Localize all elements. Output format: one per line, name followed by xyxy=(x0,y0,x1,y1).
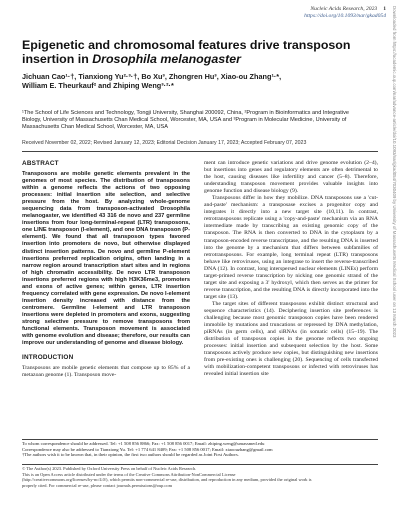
affiliations: ¹The School of Life Sciences and Technology, Tongji University, Shanghai 200092, China, ²Program in Bioinformatics and Integrative Biology, University of Massachusetts Chan Medical School, Worcester, MA, USA and ³Program in Molecular Medicine, University of Massachusetts Chan Medical School, Worcester, MA, USA xyxy=(22,110,350,131)
license-line-2: This is an Open Access article distributed under the terms of the Creative Commons Attribution-NonCommercial License xyxy=(22,471,236,477)
abstract-heading: ABSTRACT xyxy=(22,160,59,167)
received-dates: Received November 02, 2022; Revised January 12, 2023; Editorial Decision January 17, 2023; Accepted February 07, 2023 xyxy=(22,140,307,146)
right-column xyxy=(204,160,378,378)
license-line-4: properly cited. For commercial re-use, please contact journals.permissions@oup.com xyxy=(22,482,172,488)
journal-header xyxy=(304,6,386,20)
abstract-text: Transposons are mobile genetic elements prevalent in the genomes of most species. The distribution of transposons within a genome reflects the actions of two opposing processes: initial insertion site selection, and selective pressure from the host. By analyzing whole-genome sequencing data from transposon-activated Drosophila melanogaster, we identified 43 316 de novo and 237 germline insertions from four long-terminal-repeat (LTR) transposons, one LINE transposon (I-element), and one DNA transposon (P-element). We found that all transposon types favored insertion into promoters de novo, but otherwise displayed distinct insertion patterns. De novo and germline P-element insertions preferred replication origins, often landing in a narrow region around transcription start sites and in regions of high chromatin accessibility. De novo LTR transposon insertions preferred regions with high H3K36me3, promoters and exons of active genes; within genes, LTR insertion frequency correlated with gene expression. De novo I-element insertion density increased with distance from the centromere. Germline I-element and LTR transposon insertions were depleted in promoters and exons, suggesting strong selective pressure to remove transposons from functional elements. Transposon movement is associated with genome evolution and disease; therefore, our results can improve our understanding of genome and disease biology. xyxy=(22,171,190,347)
footnote-correspondence-1: To whom correspondence should be addressed. Tel: +1 508 856 8866; Fax: +1 508 856 0017; Email: zhiping.weng@umassmed.edu xyxy=(22,441,265,446)
journal-name: Nucleic Acids Research, 2023 xyxy=(310,6,378,12)
footnotes xyxy=(22,441,378,458)
license-line-1: © The Author(s) 2023. Published by Oxford University Press on behalf of Nucleic Acids Research. xyxy=(22,466,197,471)
license-line-3: (http://creativecommons.org/licenses/by-nc/4.0/), which permits non-commercial re-use, distribution, and reproduction in any medium, provided the original work is xyxy=(22,477,312,482)
license-divider xyxy=(22,464,378,465)
authors-line-1: Jichuan Cao¹·†, Tianxiong Yu²·³·†, Bo Xu³, Zhongren Hu³, Xiao-ou Zhang¹·*, xyxy=(22,72,282,81)
footnote-correspondence-2: Correspondence may also be addressed to Tianxiong Yu. Tel: +1 774 641 8409; Fax: +1 508 856 0017; Email: xiaoouzhang@gmail.com xyxy=(22,446,273,452)
title-species: Drosophila melanogaster xyxy=(92,52,241,67)
download-side-note xyxy=(390,0,398,516)
footnote-divider xyxy=(22,439,378,440)
body-paragraph-3: The target sites of different transposons exhibit distinct structural and sequence characteristics (14). Deciphering insertion site preferences is challenging because most genomic transposon copies have been rendered immobile by mutations and truncations or repressed by DNA methylation, piRNAs (in germ cells), and siRNAs (in somatic cells) (15–19). The distribution of transposon copies in the genome reflects two ongoing processes: initial insertion and subsequent selection by the host. Some transposons actively produce new copies, but distinguishing new insertions from pre-existing ones is challenging (20). Sequencing of cells transfected with mobilization-competent transposons or infected with retroviruses has revealed initial insertion site xyxy=(204,300,378,378)
page-number: 1 xyxy=(383,6,386,12)
author-list xyxy=(22,72,352,91)
left-column xyxy=(22,160,190,379)
intro-paragraph: Transposons are mobile genetic elements that compose up to 85% of a metazoan genome (1). Transposon move- xyxy=(22,365,190,379)
footnote-joint-authors: †The authors wish it to be known that, in their opinion, the first two authors should be regarded as Joint First Authors. xyxy=(22,452,239,458)
title-main: Epigenetic and chromosomal features drive transposon insertion in xyxy=(22,38,351,67)
introduction-heading: INTRODUCTION xyxy=(22,354,74,362)
header-divider xyxy=(22,151,378,152)
body-paragraph-2: Transposons differ in how they mobilize. DNA transposons use a 'cut-and-paste' mechanism: a transposase excises a progenitor copy and integrates it directly into a new target site (10,11). In contrast, retrotransposons replicate using a 'copy-and-paste' mechanism via an RNA intermediate made by transcribing an existing genomic copy of the transposon. The RNA is then converted to DNA in the cytoplasm by a transposon-encoded reverse transcriptase, and the resulting DNA is inserted into the genome by a mechanism that differs between subfamilies of retrotransposons. For example, long terminal repeat (LTR) transposons behave like retroviruses, using an integrase to insert the reverse-transcribed DNA (12). In contrast, long interspersed nuclear elements (LINEs) perform target-primed reverse transcription by nicking one genomic strand of the target site and exposing a 3' hydroxyl, which then serves as the primer for reverse transcription, and the resulting DNA is directly incorporated into the target site (13). xyxy=(204,195,378,300)
side-note-text: Downloaded from https://academic.oup.com/nar/advance-article/doi/10.1093/nar/gkad054/7030409 by University of Massachusetts Medical School user on 13 March 2023 xyxy=(392,6,397,338)
authors-line-2: William E. Theurkauf² and Zhiping Weng³·²·* xyxy=(22,81,174,91)
license-block xyxy=(22,466,378,488)
article-title xyxy=(22,38,352,66)
doi-link[interactable]: https://doi.org/10.1093/nar/gkad054 xyxy=(304,13,386,19)
body-paragraph-1: ment can introduce genetic variations and drive genome evolution (2–4), but insertions into genes and regulatory elements are often detrimental to the host, causing diseases like infertility and cancer (5–8). Therefore, understanding transposon movement provides valuable insights into genome function and disease biology (9). xyxy=(204,160,378,195)
